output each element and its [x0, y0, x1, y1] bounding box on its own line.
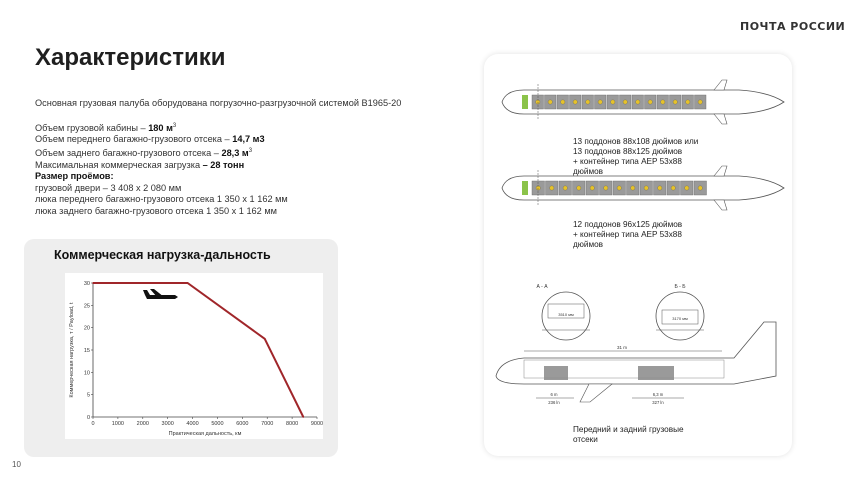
- x-tick-label: 5000: [211, 421, 224, 427]
- brand-logo: ПОЧТА РОССИИ: [740, 20, 846, 33]
- pallet-marker: [563, 186, 567, 190]
- loading-marker: [522, 95, 528, 109]
- pallet-marker: [648, 100, 652, 104]
- section-label-b: Б - Б: [674, 284, 686, 290]
- layout-1-caption: [573, 137, 698, 177]
- line-point: [303, 416, 305, 418]
- pallet-marker: [590, 186, 594, 190]
- x-tick-label: 9000: [310, 421, 323, 427]
- pallet-marker: [598, 100, 602, 104]
- pallet-marker: [573, 100, 577, 104]
- spec-cabin-sup: 3: [172, 122, 177, 129]
- y-tick-label: 20: [83, 325, 90, 332]
- pallet-marker: [698, 100, 702, 104]
- chart-plot-box: [65, 273, 323, 439]
- line-point: [187, 282, 189, 284]
- caption-2-line-2: + контейнер типа AEP 53х88: [573, 230, 682, 239]
- fuselage-length: 31 m: [616, 345, 628, 350]
- y-tick-label: 0: [86, 415, 90, 421]
- y-tick-label: 5: [86, 392, 90, 399]
- pallet-marker: [636, 100, 640, 104]
- pallet-marker: [685, 186, 689, 190]
- spec-front-label: Объем переднего багажно-грузового отсека –: [35, 134, 233, 145]
- pallet-marker: [644, 186, 648, 190]
- page-number: 10: [12, 460, 21, 469]
- holds-caption-line-1: Передний и задний грузовые: [573, 425, 684, 434]
- holds-caption-line-2: отсеки: [573, 435, 598, 444]
- x-tick-label: 1000: [111, 421, 125, 427]
- spec-rear-value: 28,3 м: [221, 147, 249, 158]
- rear-hold-inches: 327 ln: [652, 400, 664, 405]
- pallet-marker: [577, 186, 581, 190]
- pallet-marker: [586, 100, 590, 104]
- aircraft-diagram-card: [484, 54, 792, 456]
- caption-1-line-2: 13 поддонов 88х125 дюймов: [573, 147, 683, 156]
- pallet-marker: [550, 186, 554, 190]
- spec-front-hatch: люка переднего багажно-грузового отсека 1 350 х 1 162 мм: [35, 194, 288, 205]
- caption-1-line-1: 13 поддонов 88х108 дюймов или: [573, 137, 699, 146]
- spec-cargo-door: грузовой двери – 3 408 х 2 080 мм: [35, 182, 182, 193]
- x-tick-label: 7000: [261, 421, 274, 427]
- section-a-width: 3510 мм: [558, 312, 574, 317]
- spec-cabin-label: Объем грузовой кабины –: [35, 122, 149, 133]
- y-tick-label: 25: [83, 303, 90, 310]
- spec-rear-sup: 3: [248, 147, 253, 154]
- specs-block: [35, 98, 455, 217]
- pallet-marker: [604, 186, 608, 190]
- chart-card-title: Коммерческая нагрузка-дальность: [54, 248, 271, 262]
- pallet-marker: [698, 186, 702, 190]
- pallet-marker: [661, 100, 665, 104]
- y-axis-label: Коммерческая нагрузка, т / Payload, t: [69, 302, 75, 398]
- openings-heading-text: Размер проёмов:: [35, 171, 114, 182]
- x-tick-label: 6000: [236, 421, 249, 427]
- payload-range-card: [24, 239, 338, 457]
- pallet-marker: [673, 100, 677, 104]
- spec-front: [35, 134, 455, 146]
- spec-rear-hatch: люка заднего багажно-грузового отсека 1 350 х 1 162 мм: [35, 205, 277, 216]
- spec-payload-label: Максимальная коммерческая загрузка: [35, 159, 203, 170]
- aircraft-diagrams: [484, 54, 792, 456]
- caption-1-line-4: дюймов: [573, 167, 604, 176]
- x-tick-label: 8000: [285, 421, 299, 427]
- section-label-a: А - А: [536, 284, 548, 290]
- y-tick-label: 15: [83, 348, 90, 354]
- holds-caption: [573, 425, 684, 445]
- pallet-marker: [548, 100, 552, 104]
- caption-2-line-3: дюймов: [573, 240, 604, 249]
- spec-rear-label: Объем заднего багажно-грузового отсека –: [35, 147, 222, 158]
- cargo-layout-1-diagram: [502, 80, 784, 124]
- y-tick-label: 10: [83, 370, 90, 377]
- caption-1-line-3: + контейнер типа AEP 53х88: [573, 157, 682, 166]
- x-tick-label: 0: [91, 421, 95, 427]
- loading-marker-2: [522, 181, 528, 195]
- pallet-marker: [658, 186, 662, 190]
- caption-2-line-1: 12 поддонов 96х125 дюймов: [573, 220, 683, 229]
- aircraft-icon: [143, 289, 178, 299]
- spec-cabin: [35, 121, 455, 135]
- front-hold-inches: 236 ln: [548, 400, 560, 405]
- pallet-marker: [611, 100, 615, 104]
- pallet-marker: [671, 186, 675, 190]
- x-tick-label: 2000: [136, 421, 149, 427]
- pallet-marker: [686, 100, 690, 104]
- section-b-width: 3170 мм: [672, 316, 688, 321]
- pallet-marker: [623, 100, 627, 104]
- spec-payload: [35, 160, 455, 172]
- cross-section-a: [536, 284, 590, 340]
- pallet-marker: [561, 100, 565, 104]
- aircraft-side-view: [496, 322, 776, 405]
- pallet-marker: [617, 186, 621, 190]
- x-tick-label: 4000: [186, 421, 199, 427]
- spec-cabin-value: 180 м: [148, 122, 173, 133]
- x-tick-label: 3000: [161, 421, 174, 427]
- layout-2-caption: [573, 220, 682, 250]
- rear-hold-length: 6,3 m: [652, 392, 664, 397]
- page-title: Характеристики: [35, 44, 226, 71]
- y-tick-label: 30: [83, 281, 90, 287]
- x-axis-label: Практическая дальность, км: [168, 431, 242, 437]
- line-point: [92, 282, 94, 284]
- cross-section-b: [656, 284, 704, 340]
- spec-payload-value: – 28 тонн: [202, 159, 245, 170]
- line-point: [264, 338, 266, 340]
- spec-front-value: 14,7 м3: [232, 134, 265, 145]
- payload-range-chart: [65, 273, 323, 439]
- front-hold-length: 6 m: [550, 392, 558, 397]
- spec-rear: [35, 146, 455, 160]
- pallet-marker: [631, 186, 635, 190]
- spec-intro: Основная грузовая палуба оборудована погрузочно-разгрузочной системой В1965-20: [35, 98, 402, 108]
- spec-openings-heading: [35, 171, 455, 183]
- payload-range-line: [93, 283, 303, 417]
